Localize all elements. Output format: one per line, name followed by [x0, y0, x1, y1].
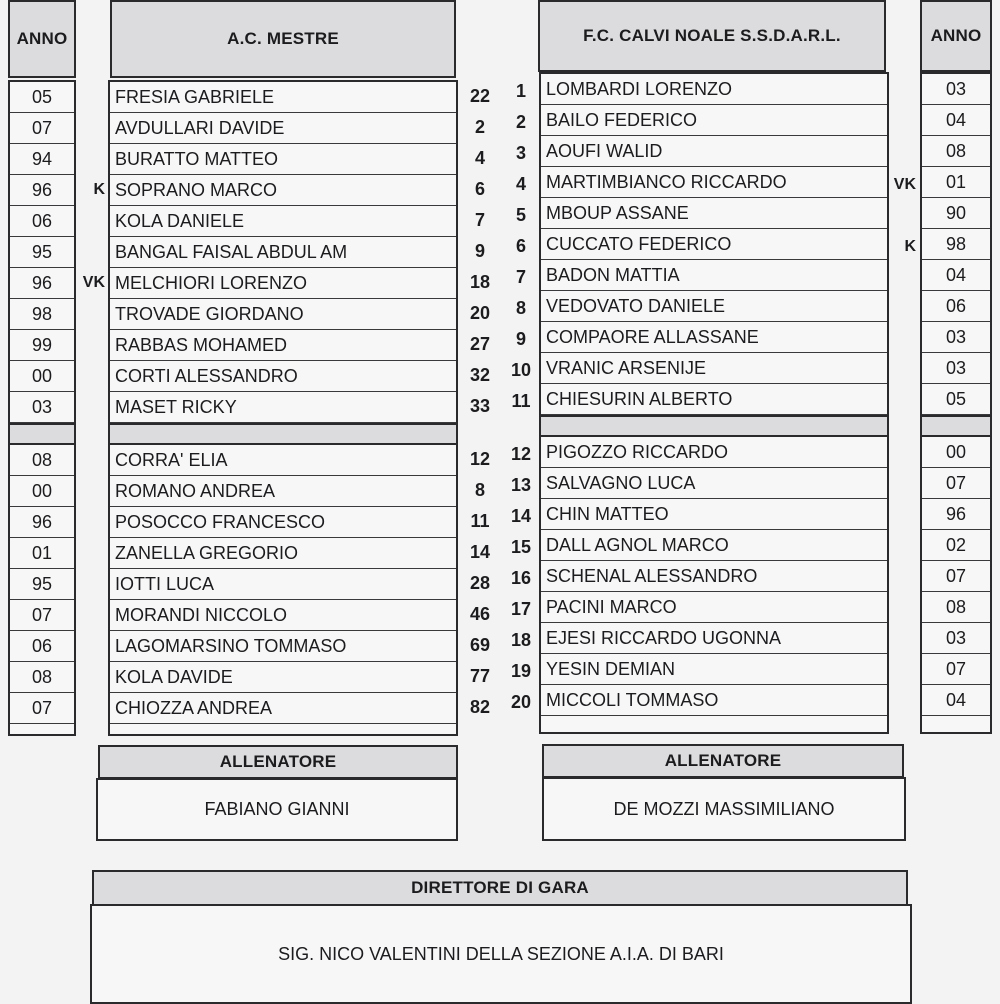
player-name-cell: COMPAORE ALLASSANE [541, 322, 887, 353]
shirt-number: 12 [469, 449, 491, 469]
shirt-number: 8 [474, 480, 485, 500]
birth-year-cell: 08 [10, 445, 74, 476]
shirt-number: 28 [469, 573, 491, 593]
birth-year-cell: 03 [10, 392, 74, 423]
away-year-header: ANNO [920, 0, 992, 72]
birth-year-cell: 07 [922, 468, 990, 499]
player-name-cell: CHIN MATTEO [541, 499, 887, 530]
player-name-cell: BADON MATTIA [541, 260, 887, 291]
shirt-number: 2 [515, 112, 526, 132]
player-name-cell: CUCCATO FEDERICO [541, 229, 887, 260]
birth-year-cell: 07 [10, 600, 74, 631]
birth-year-cell: 01 [922, 167, 990, 198]
home-team-header: A.C. MESTRE [110, 0, 456, 78]
shirt-number: 20 [469, 303, 491, 323]
shirt-number: 7 [515, 267, 526, 287]
shirt-number: 3 [515, 143, 526, 163]
shirt-number: 4 [474, 148, 485, 168]
substitutes-separator [10, 423, 74, 445]
shirt-number: 8 [515, 298, 526, 318]
player-name-cell: PACINI MARCO [541, 592, 887, 623]
shirt-number: 11 [511, 391, 531, 411]
player-name-cell: MASET RICKY [110, 392, 456, 423]
player-name-cell: CHIESURIN ALBERTO [541, 384, 887, 415]
shirt-number: 13 [510, 475, 532, 495]
birth-year-cell: 08 [922, 592, 990, 623]
player-name-cell: KOLA DAVIDE [110, 662, 456, 693]
player-name-cell: SCHENAL ALESSANDRO [541, 561, 887, 592]
birth-year-cell: 01 [10, 538, 74, 569]
player-name-cell: MARTIMBIANCO RICCARDO [541, 167, 887, 198]
player-name-cell: MBOUP ASSANE [541, 198, 887, 229]
home-coach-name: FABIANO GIANNI [96, 778, 458, 841]
player-name-cell: MELCHIORI LORENZO [110, 268, 456, 299]
birth-year-cell: 94 [10, 144, 74, 175]
player-name-cell: IOTTI LUCA [110, 569, 456, 600]
birth-year-cell: 90 [922, 198, 990, 229]
shirt-number: 46 [469, 604, 491, 624]
birth-year-cell: 96 [10, 268, 74, 299]
shirt-number: 4 [515, 174, 526, 194]
captain-marker: K [904, 238, 916, 255]
birth-year-cell: 06 [10, 631, 74, 662]
birth-year-cell: 06 [922, 291, 990, 322]
shirt-number: 9 [515, 329, 526, 349]
birth-year-cell: 03 [922, 322, 990, 353]
birth-year-cell: 08 [10, 662, 74, 693]
shirt-number: 32 [469, 365, 491, 385]
player-name-cell: CORRA' ELIA [110, 445, 456, 476]
home-coach-header: ALLENATORE [98, 745, 458, 779]
shirt-number: 17 [510, 599, 532, 619]
birth-year-cell: 00 [10, 361, 74, 392]
shirt-number: 2 [474, 117, 485, 137]
shirt-number: 14 [510, 506, 532, 526]
birth-year-cell: 04 [922, 105, 990, 136]
away-names-column [539, 72, 889, 734]
birth-year-cell: 98 [922, 229, 990, 260]
birth-year-cell: 95 [10, 237, 74, 268]
home-year-column [8, 80, 76, 736]
shirt-number: 18 [510, 630, 532, 650]
player-name-cell: VRANIC ARSENIJE [541, 353, 887, 384]
player-name-cell: BANGAL FAISAL ABDUL AM [110, 237, 456, 268]
captain-marker: VK [82, 274, 105, 291]
shirt-number: 16 [510, 568, 532, 588]
player-name-cell: CORTI ALESSANDRO [110, 361, 456, 392]
player-name-cell: VEDOVATO DANIELE [541, 291, 887, 322]
player-name-cell: RABBAS MOHAMED [110, 330, 456, 361]
player-name-cell: BAILO FEDERICO [541, 105, 887, 136]
player-name-cell: BURATTO MATTEO [110, 144, 456, 175]
birth-year-cell: 04 [922, 260, 990, 291]
shirt-number: 22 [469, 86, 491, 106]
shirt-number: 33 [469, 396, 491, 416]
player-name-cell: YESIN DEMIAN [541, 654, 887, 685]
player-name-cell: CHIOZZA ANDREA [110, 693, 456, 724]
player-name-cell: LAGOMARSINO TOMMASO [110, 631, 456, 662]
away-coach-name: DE MOZZI MASSIMILIANO [542, 777, 906, 841]
birth-year-cell: 07 [922, 561, 990, 592]
shirt-number: 10 [510, 360, 532, 380]
player-name-cell: ROMANO ANDREA [110, 476, 456, 507]
player-name-cell: FRESIA GABRIELE [110, 82, 456, 113]
shirt-number: 27 [469, 334, 491, 354]
captain-marker: K [93, 181, 105, 198]
birth-year-cell: 00 [922, 437, 990, 468]
birth-year-cell: 00 [10, 476, 74, 507]
birth-year-cell: 08 [922, 136, 990, 167]
player-name-cell: KOLA DANIELE [110, 206, 456, 237]
player-name-cell: ZANELLA GREGORIO [110, 538, 456, 569]
shirt-number: 1 [515, 81, 526, 101]
substitutes-separator [110, 423, 456, 445]
shirt-number: 19 [510, 661, 532, 681]
shirt-number: 6 [474, 179, 485, 199]
player-name-cell: MORANDI NICCOLO [110, 600, 456, 631]
away-coach-header: ALLENATORE [542, 744, 904, 778]
player-name-cell: PIGOZZO RICCARDO [541, 437, 887, 468]
birth-year-cell: 96 [10, 175, 74, 206]
shirt-number: 7 [474, 210, 485, 230]
shirt-number: 14 [469, 542, 491, 562]
player-name-cell: AVDULLARI DAVIDE [110, 113, 456, 144]
player-name-cell: TROVADE GIORDANO [110, 299, 456, 330]
shirt-number: 77 [469, 666, 491, 686]
shirt-number: 82 [469, 697, 491, 717]
substitutes-separator [541, 415, 887, 437]
home-year-header: ANNO [8, 0, 76, 78]
shirt-number: 20 [510, 692, 532, 712]
shirt-number: 69 [469, 635, 491, 655]
birth-year-cell: 02 [922, 530, 990, 561]
birth-year-cell: 03 [922, 353, 990, 384]
substitutes-separator [922, 415, 990, 437]
away-team-header: F.C. CALVI NOALE S.S.D.A.R.L. [538, 0, 886, 72]
birth-year-cell: 07 [10, 113, 74, 144]
player-name-cell: LOMBARDI LORENZO [541, 74, 887, 105]
shirt-number: 12 [510, 444, 532, 464]
player-name-cell: EJESI RICCARDO UGONNA [541, 623, 887, 654]
birth-year-cell: 98 [10, 299, 74, 330]
birth-year-cell: 03 [922, 74, 990, 105]
birth-year-cell: 07 [922, 654, 990, 685]
birth-year-cell: 07 [10, 693, 74, 724]
birth-year-cell: 95 [10, 569, 74, 600]
captain-marker: VK [893, 176, 916, 193]
shirt-number: 9 [474, 241, 485, 261]
birth-year-cell: 04 [922, 685, 990, 716]
referee-name: SIG. NICO VALENTINI DELLA SEZIONE A.I.A. DI BARI [90, 904, 912, 1004]
birth-year-cell: 03 [922, 623, 990, 654]
referee-header: DIRETTORE DI GARA [92, 870, 908, 906]
birth-year-cell: 05 [10, 82, 74, 113]
shirt-number: 18 [469, 272, 491, 292]
birth-year-cell: 96 [10, 507, 74, 538]
player-name-cell: AOUFI WALID [541, 136, 887, 167]
shirt-number: 6 [515, 236, 526, 256]
birth-year-cell: 99 [10, 330, 74, 361]
player-name-cell: SOPRANO MARCO [110, 175, 456, 206]
shirt-number: 11 [470, 511, 490, 531]
player-name-cell: MICCOLI TOMMASO [541, 685, 887, 716]
home-names-column [108, 80, 458, 736]
birth-year-cell: 96 [922, 499, 990, 530]
shirt-number: 15 [510, 537, 532, 557]
away-year-column [920, 72, 992, 734]
player-name-cell: SALVAGNO LUCA [541, 468, 887, 499]
player-name-cell: DALL AGNOL MARCO [541, 530, 887, 561]
player-name-cell: POSOCCO FRANCESCO [110, 507, 456, 538]
birth-year-cell: 06 [10, 206, 74, 237]
shirt-number: 5 [515, 205, 526, 225]
birth-year-cell: 05 [922, 384, 990, 415]
